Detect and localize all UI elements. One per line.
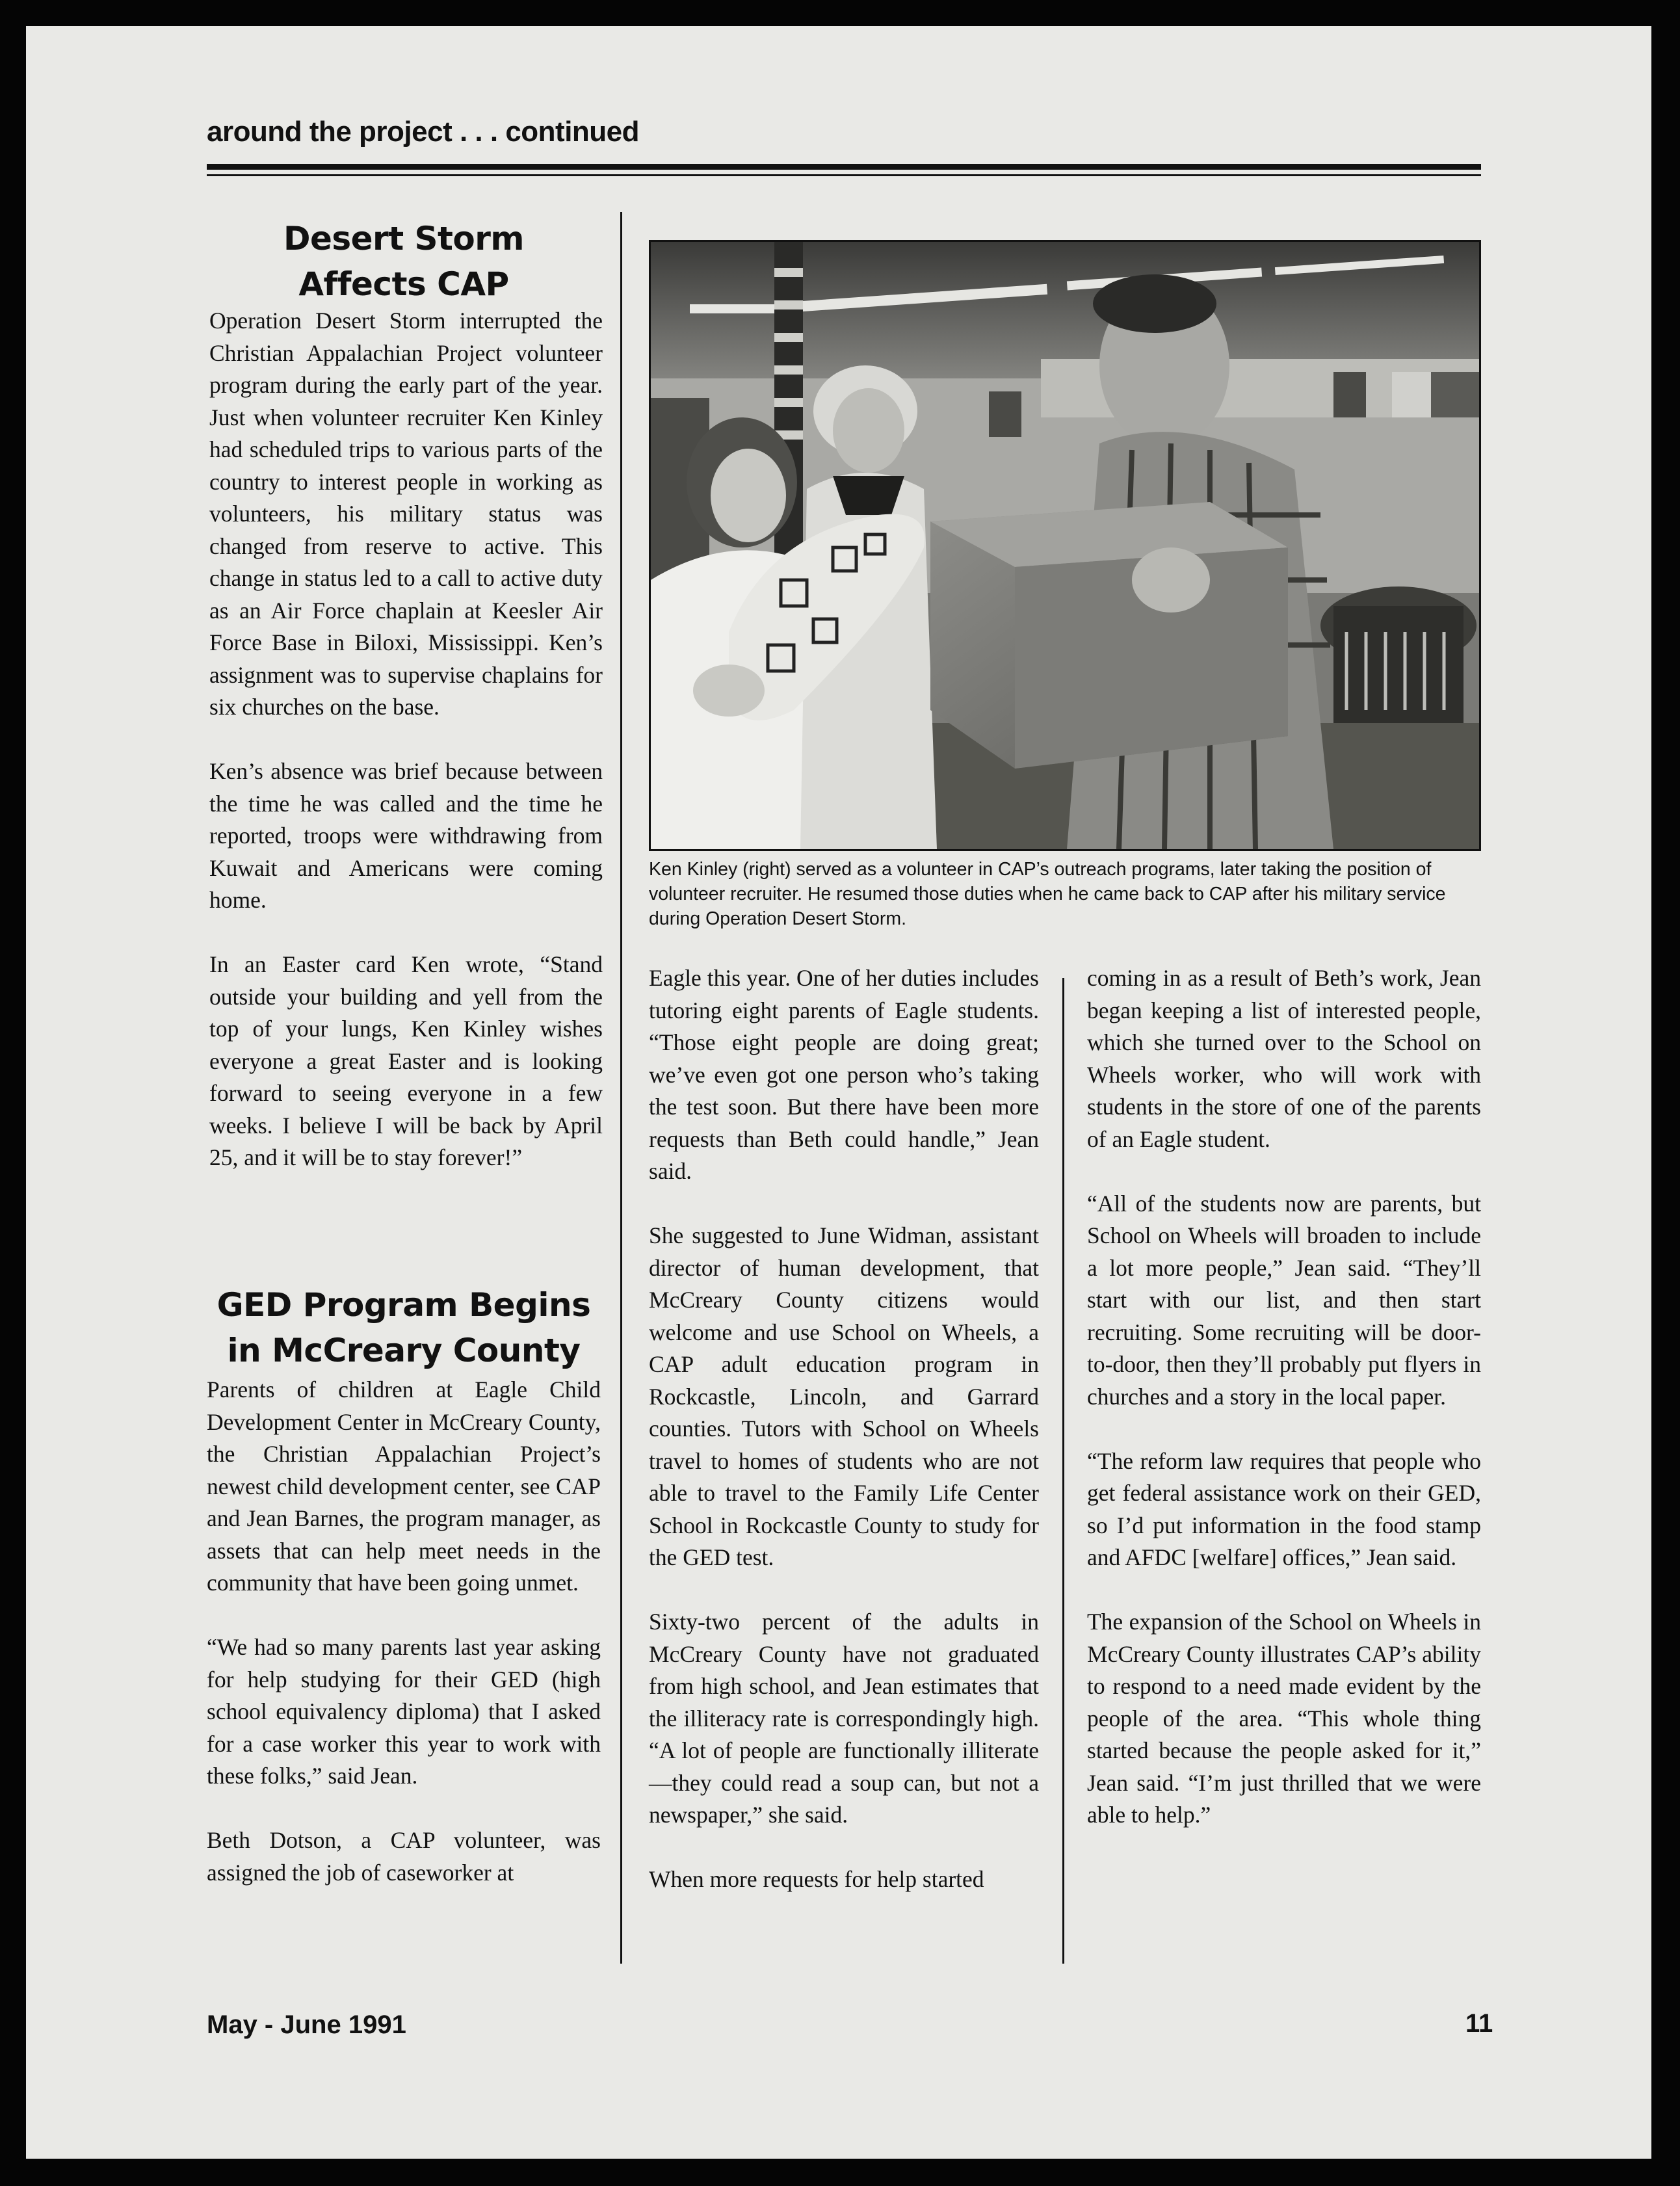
paragraph: She suggested to June Widman, assistant director of human development, that McCreary County citizens would welcome and use School on Wheels, a CAP adult education program in Rockcastle, Lincoln, and Garrard counties. Tutors with School on Wheels travel to homes of students who are not able to travel to the Family Life Center School in Rockcastle County to study for the GED test. xyxy=(649,1222,1039,1570)
paragraph: Operation Desert Storm interrupted the Christian Appalachian Project volunteer program during the early part of the year. Just when volunteer recruiter Ken Kinley had scheduled trips to various parts of the country to interest people in working as volunteers, his military status was changed from reserve to active. This change in status led to a call to active duty as an Air Force chaplain at Keesler Air Force Base in Biloxi, Mississippi. Ken’s assignment was to supervise chaplains for six churches on the base. xyxy=(209,308,603,720)
paragraph: “The reform law requires that people who get federal assistance work on their GED, so I’d put information in the food stamp and AFDC [welfare] offices,” Jean said. xyxy=(1087,1447,1481,1570)
photo-caption: Ken Kinley (right) served as a volunteer in CAP’s outreach programs, later taking the position of volunteer recruiter. He resumed those duties when he came back to CAP after his military service during Operation Desert Storm. xyxy=(649,859,1446,929)
paragraph: Ken’s absence was brief because between the time he was called and the time he reported, troops were withdrawing from Kuwait and Americans were coming home. xyxy=(209,758,603,913)
article-body-column-2 xyxy=(649,962,1039,1896)
page-number: 11 xyxy=(1465,2009,1493,2038)
column-divider-right xyxy=(1062,978,1064,1964)
paragraph: Sixty-two percent of the adults in McCreary County have not graduated from high school, and Jean estimates that the illiteracy rate is correspondingly high. “A lot of people are functionally illiterate—they could read a soup can, but not a newspaper,” she said. xyxy=(649,1609,1039,1828)
article-photo xyxy=(649,240,1481,851)
photo-illustration xyxy=(651,242,1479,849)
headline-line-1: Desert Storm xyxy=(283,220,525,257)
column-divider-left xyxy=(620,212,622,1964)
paragraph: When more requests for help started xyxy=(649,1866,984,1892)
paragraph: Parents of children at Eagle Child Development Center in McCreary County, the Christian Appalachian Project’s newest child development center, see CAP and Jean Barnes, the program manager, as assets that can help meet needs in the community that have been going unmet. xyxy=(207,1376,601,1596)
section-title: around the project . . . continued xyxy=(207,116,640,148)
headline-line-2: Affects CAP xyxy=(298,265,509,303)
header-rule-thick xyxy=(207,164,1481,170)
paragraph: Beth Dotson, a CAP volunteer, was assigned the job of caseworker at xyxy=(207,1827,601,1886)
headline-line-1: GED Program Begins xyxy=(217,1286,591,1324)
paragraph: coming in as a result of Beth’s work, Jean began keeping a list of interested people, which she turned over to the School on Wheels worker, who will work with students in the store of one of the parents of an Eagle student. xyxy=(1087,965,1481,1152)
article-body-column-1 xyxy=(207,1374,601,1889)
paragraph: Eagle this year. One of her duties includes tutoring eight parents of Eagle students. “Those eight people are doing great; we’ve even got one person who’s taking the test soon. But there have been more requests than Beth could handle,” Jean said. xyxy=(649,965,1039,1184)
article-headline-desert-storm xyxy=(207,216,601,307)
header-rule-thin xyxy=(207,174,1481,176)
article-headline-ged-program xyxy=(207,1282,601,1373)
issue-date: May - June 1991 xyxy=(207,2010,406,2039)
paragraph: The expansion of the School on Wheels in McCreary County illustrates CAP’s ability to respond to a need made evident by the people of the area. “This whole thing started because the people asked for it,” Jean said. “I’m just thrilled that we were able to help.” xyxy=(1087,1609,1481,1828)
paragraph: “We had so many parents last year asking for help studying for their GED (high school equivalency diploma) that I asked for a case worker this year to work with these folks,” said Jean. xyxy=(207,1634,601,1789)
article-body-column-3 xyxy=(1087,962,1481,1832)
paragraph: In an Easter card Ken wrote, “Stand outside your building and yell from the top of your lungs, Ken Kinley wishes everyone a great Easter and is looking forward to seeing everyone in a few weeks. I believe I will be back by April 25, and it will be to stay forever!” xyxy=(209,951,603,1170)
headline-line-2: in McCreary County xyxy=(227,1332,581,1369)
paragraph: “All of the students now are parents, but School on Wheels will broaden to include a lot more people,” Jean said. “They’ll start with our list, and then start recruiting. Some recruiting will be door-to-door, then they’ll probably put flyers in churches and a story in the local paper. xyxy=(1087,1190,1481,1410)
article-body-desert-storm xyxy=(209,305,603,1174)
